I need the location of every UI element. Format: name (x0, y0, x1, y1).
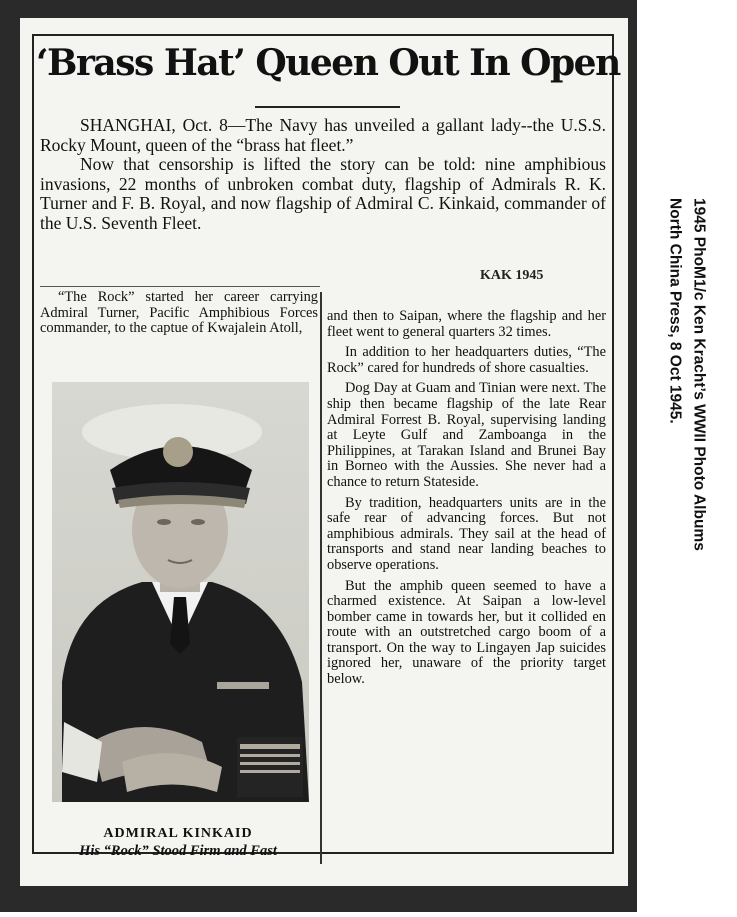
photo-caption-name: ADMIRAL KINKAID (103, 826, 253, 841)
column-divider (320, 292, 322, 864)
kak-stamp: KAK 1945 (480, 268, 544, 283)
left-column (40, 290, 318, 342)
right-column-paragraph: In addition to her headquarters duties, “The Rock” cared for hundreds of shore casualties. (327, 344, 606, 376)
column-rule (40, 286, 320, 287)
side-label-line2: North China Press, 8 Oct 1945. (666, 198, 684, 424)
right-column-paragraph: and then to Saipan, where the flagship and her fleet went to general quarters 32 times. (327, 308, 606, 340)
portrait-icon (52, 382, 309, 802)
right-column-paragraph: Dog Day at Guam and Tinian were next. The ship then became flagship of the late Rear Admiral Forrest B. Royal, supervising landing at Leyte Gulf and Zamboanga in the Philippines, at Tarakan Island and Brunei Bay in Borneo with the Aussies. She never had a chance to return Stateside. (327, 380, 606, 490)
lead-paragraph: Now that censorship is lifted the story can be told: nine amphibious invasions, 22 months of unbroken combat duty, flagship of Admirals R. K. Turner and F. B. Royal, and now flagship of Admiral C. Kinkaid, commander of the U.S. Seventh Fleet. (40, 154, 606, 233)
right-column-paragraph: But the amphib queen seemed to have a charmed existence. At Saipan a low-level bomber came in towards her, but it collided en route with an outstretched cargo boom of a transport. On the way to Lingayen Jap suicides ignored her, unaware of the priority target below. (327, 577, 606, 688)
lead-text (40, 116, 606, 234)
lead-paragraph: SHANGHAI, Oct. 8—The Navy has unveiled a gallant lady--the U.S.S. Rocky Mount, queen of the “brass hat fleet.” (40, 115, 606, 155)
photo-caption-subtitle: His “Rock” Stood Firm and Fast (79, 843, 277, 859)
headline-rule (255, 106, 400, 108)
right-column (327, 309, 606, 693)
headline: ‘Brass Hat’ Queen Out In Open (36, 42, 620, 84)
right-column-paragraph: By tradition, headquarters units are in the safe rear of advancing forces. But not amphibious admirals. They sail at the head of transports and stand near landing beaches to observe operations. (327, 494, 606, 573)
admiral-portrait-photo (52, 382, 309, 802)
side-label-line1: 1945 PhoM1/c Ken Kracht’s WWII Photo Albums (690, 198, 708, 551)
left-column-paragraph: “The Rock” started her career carrying Admiral Turner, Pacific Amphibious Forces commander, to the captue of Kwajalein Atoll, (40, 289, 318, 337)
